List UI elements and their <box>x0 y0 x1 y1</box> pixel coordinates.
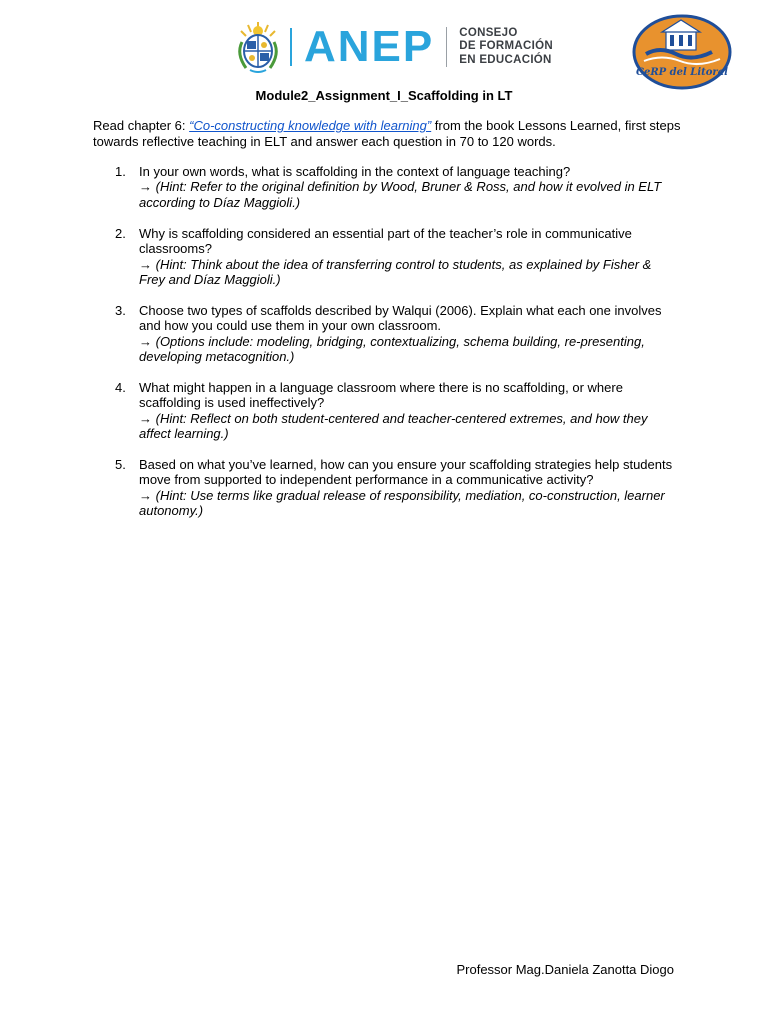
anep-logo <box>234 18 574 76</box>
intro-prefix: Read chapter 6: <box>93 118 190 133</box>
anep-wordmark: ANEP <box>304 22 435 71</box>
question-text: Why is scaffolding considered an essential part of the teacher’s role in communicative classrooms? <box>139 226 632 257</box>
question-item <box>115 457 675 518</box>
question-number: 1. <box>115 164 126 179</box>
question-text: What might happen in a language classroom where there is no scaffolding, or where scaffolding is used ineffectively? <box>139 380 623 411</box>
cerp-logo-icon <box>632 14 732 90</box>
intro-suffix: from the book Lessons Learned, first steps towards reflective teaching in ELT and answer each question in 70 to 120 words. <box>93 118 681 149</box>
uruguay-coat-of-arms-icon <box>234 20 282 74</box>
professor-signature: Professor Mag.Daniela Zanotta Diogo <box>456 962 674 977</box>
question-number: 5. <box>115 457 126 472</box>
question-hint: → (Hint: Refer to the original definition by Wood, Bruner & Ross, and how it evolved in ELT according to Díaz Maggioli.) <box>139 179 662 210</box>
question-item <box>115 380 675 441</box>
consejo-line-2: DE FORMACIÓN <box>459 40 553 53</box>
question-hint: → (Hint: Use terms like gradual release of responsibility, mediation, co-construction, learner autonomy.) <box>139 487 665 518</box>
cerp-logo-label: CeRP del Litoral <box>636 67 728 78</box>
question-number: 4. <box>115 380 126 395</box>
intro-paragraph <box>93 118 683 149</box>
consejo-line-1: CONSEJO <box>459 26 518 39</box>
logo-divider-secondary <box>446 27 447 67</box>
question-hint: → (Options include: modeling, bridging, contextualizing, schema building, re-presenting, developing metacognition.) <box>139 333 645 364</box>
question-hint: → (Hint: Reflect on both student-centered and teacher-centered extremes, and how they affect learning.) <box>139 410 648 441</box>
question-hint: → (Hint: Think about the idea of transferring control to students, as explained by Fisher & Frey and Díaz Maggioli.) <box>139 256 652 287</box>
question-item <box>115 164 675 210</box>
question-text: In your own words, what is scaffolding in the context of language teaching? <box>139 164 571 179</box>
question-item <box>115 226 675 287</box>
question-text: Choose two types of scaffolds described by Walqui (2006). Explain what each one involves and how you could use them in your own classroom. <box>139 303 662 334</box>
question-text: Based on what you’ve learned, how can you ensure your scaffolding strategies help students move from supported to independent performance in a communicative activity? <box>139 457 673 488</box>
document-title: Module2_Assignment_I_Scaffolding in LT <box>255 88 513 103</box>
consejo-text-block <box>459 27 553 68</box>
question-item <box>115 303 675 364</box>
question-number: 2. <box>115 226 126 241</box>
consejo-line-3: EN EDUCACIÓN <box>459 53 552 66</box>
chapter-link[interactable]: “Co-constructing knowledge with learning” <box>189 118 432 133</box>
question-number: 3. <box>115 303 126 318</box>
logo-divider <box>290 28 292 66</box>
